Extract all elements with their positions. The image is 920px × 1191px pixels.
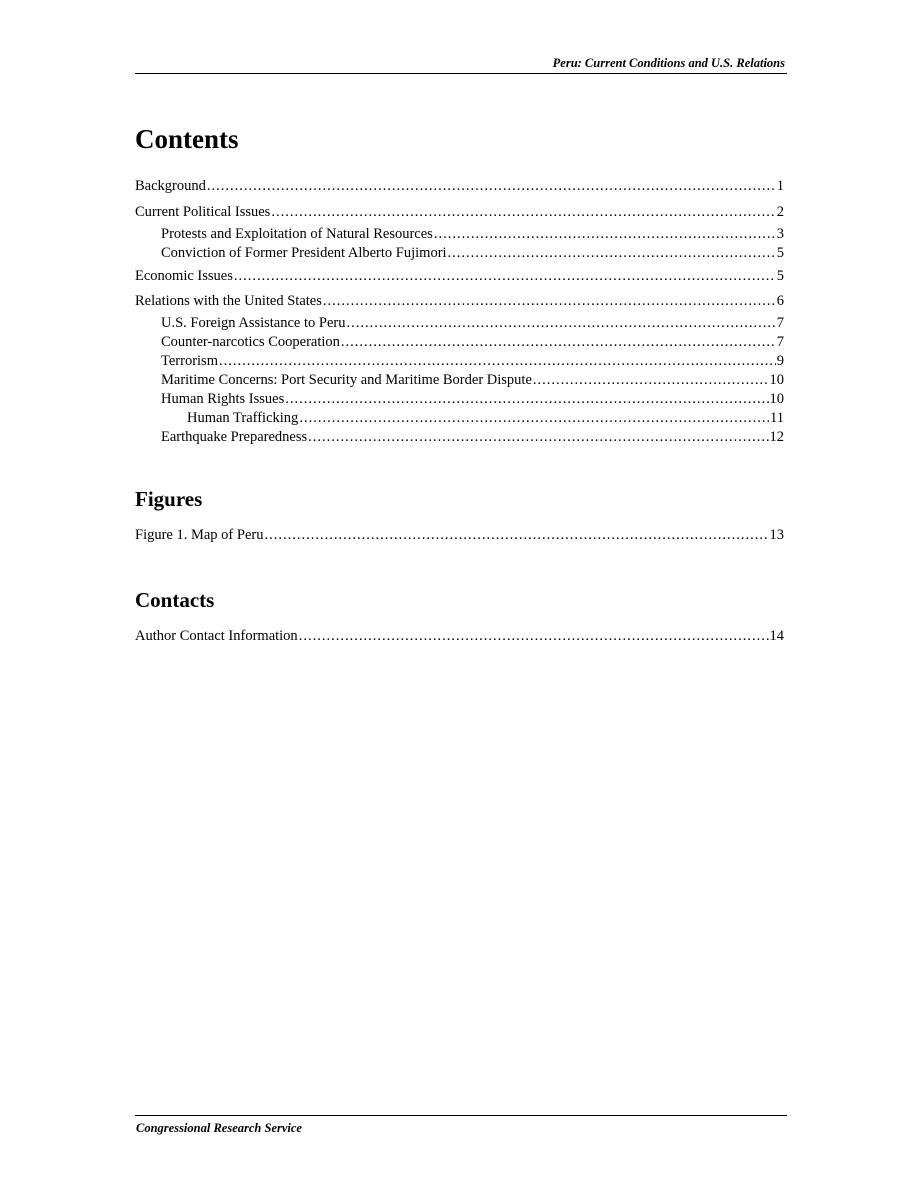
toc-entry-label: Human Trafficking (187, 410, 299, 426)
toc-entry-label: Earthquake Preparedness (161, 429, 308, 445)
toc-entry-label: Terrorism (161, 353, 218, 369)
toc-page-number: 7 (776, 334, 784, 350)
toc-entry-label: Author Contact Information (135, 628, 298, 644)
toc-leader-dots (341, 333, 776, 351)
toc-entry-foreign-assistance[interactable] (161, 314, 784, 332)
toc-page-number: 3 (776, 226, 784, 242)
footer-publisher: Congressional Research Service (136, 1121, 302, 1135)
toc-leader-dots (219, 352, 776, 370)
toc-entry-label: Human Rights Issues (161, 391, 285, 407)
toc-leader-dots (533, 371, 769, 389)
toc-entry-protests[interactable] (161, 225, 784, 243)
toc-page-number: 10 (769, 391, 784, 407)
toc-entry-label: Background (135, 178, 206, 194)
toc-page-number: 2 (776, 204, 784, 220)
toc-entry-label: Current Political Issues (135, 204, 271, 220)
toc-page-number: 11 (770, 410, 784, 426)
toc-page-number: 13 (769, 527, 784, 543)
toc-entry-label: Conviction of Former President Alberto Fujimori (161, 245, 447, 261)
toc-leader-dots (207, 177, 776, 195)
toc-entry-label: Economic Issues (135, 268, 233, 284)
toc-leader-dots (346, 314, 775, 332)
toc-entry-earthquake-preparedness[interactable] (161, 428, 784, 446)
toc-leader-dots (234, 267, 776, 285)
toc-page-number: 5 (776, 268, 784, 284)
toc-page-number: 14 (769, 628, 784, 644)
toc-entry-label: Figure 1. Map of Peru (135, 527, 264, 543)
toc-page-number: 7 (776, 315, 784, 331)
toc-leader-dots (285, 390, 768, 408)
toc-entry-counter-narcotics[interactable] (161, 333, 784, 351)
contents-heading: Contents (135, 124, 239, 154)
toc-entry-author-contact[interactable] (135, 627, 784, 645)
contacts-heading: Contacts (135, 588, 215, 612)
toc-leader-dots (308, 428, 768, 446)
toc-page-number: 6 (776, 293, 784, 309)
toc-entry-relations-us[interactable] (135, 292, 784, 310)
toc-entry-figure-1[interactable] (135, 526, 784, 544)
toc-leader-dots (264, 526, 768, 544)
toc-entry-background[interactable] (135, 177, 784, 195)
toc-entry-current-political-issues[interactable] (135, 203, 784, 221)
toc-entry-human-rights[interactable] (161, 390, 784, 408)
toc-page-number: 9 (776, 353, 784, 369)
toc-entry-label: U.S. Foreign Assistance to Peru (161, 315, 346, 331)
toc-entry-label: Counter-narcotics Cooperation (161, 334, 340, 350)
toc-leader-dots (434, 225, 776, 243)
running-header-title: Peru: Current Conditions and U.S. Relations (552, 56, 785, 70)
toc-entry-human-trafficking[interactable] (187, 409, 784, 427)
toc-entry-terrorism[interactable] (161, 352, 784, 370)
toc-entry-label: Maritime Concerns: Port Security and Maritime Border Dispute (161, 372, 532, 388)
page-header (135, 56, 787, 74)
toc-entry-label: Relations with the United States (135, 293, 322, 309)
figures-heading: Figures (135, 487, 203, 511)
page-footer (135, 1115, 787, 1135)
toc-page-number: 5 (776, 245, 784, 261)
toc-page-number: 10 (769, 372, 784, 388)
toc-leader-dots (299, 627, 769, 645)
toc-page-number: 1 (776, 178, 784, 194)
toc-leader-dots (448, 244, 776, 262)
toc-leader-dots (299, 409, 769, 427)
toc-entry-fujimori-conviction[interactable] (161, 244, 784, 262)
toc-leader-dots (323, 292, 776, 310)
toc-entry-maritime-concerns[interactable] (161, 371, 784, 389)
toc-entry-economic-issues[interactable] (135, 267, 784, 285)
toc-leader-dots (271, 203, 775, 221)
toc-entry-label: Protests and Exploitation of Natural Resources (161, 226, 433, 242)
toc-page-number: 12 (769, 429, 784, 445)
